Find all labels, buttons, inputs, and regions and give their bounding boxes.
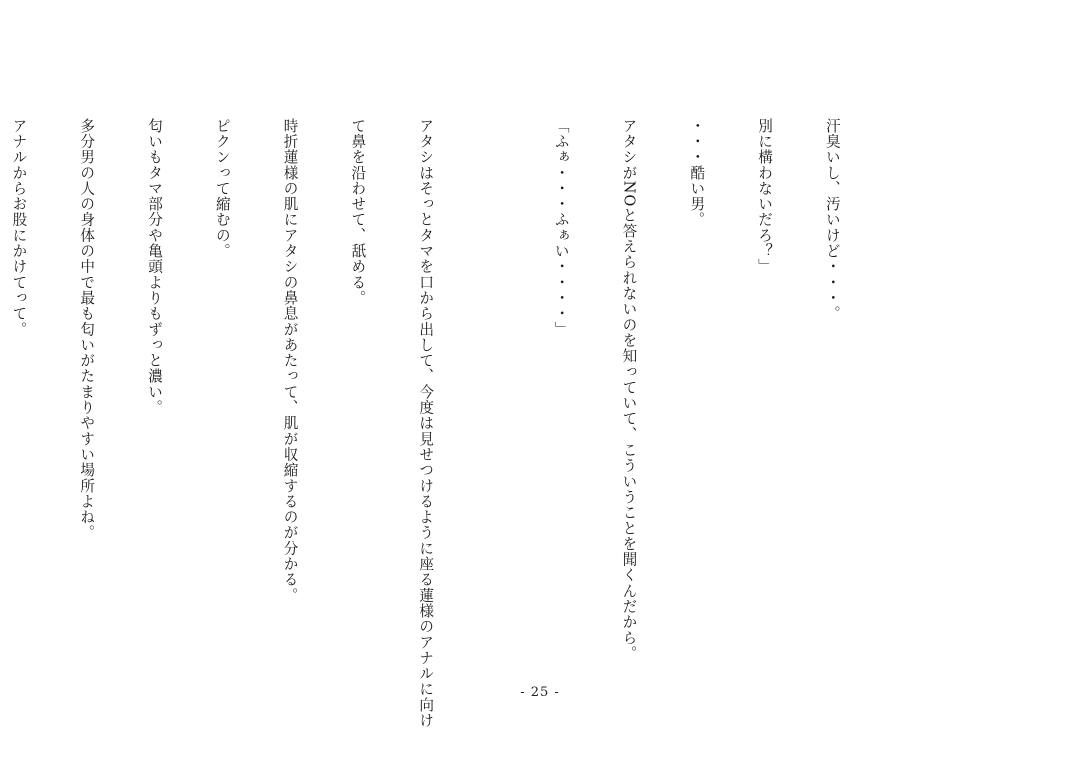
text-line: て鼻を沿わせて、舐める。: [349, 118, 367, 306]
blank-line: [481, 118, 504, 678]
text-line: 多分男の人の身体の中で最も匂いがたまりやすい場所よね。: [78, 118, 96, 541]
text-line: アナルからお股にかけてって。: [10, 118, 28, 338]
text-line: 時折蓮様の肌にアタシの鼻息があたって、肌が収縮するのが分かる。: [281, 118, 299, 604]
text-line: 汗臭いし、汚いけど・・・。: [823, 118, 841, 322]
text-line: アタシがNOと答えられないのを知っていて、こういうことを聞くんだから。: [620, 118, 638, 662]
text-line: アタシはそっとタマを口から出して、今度は見せつけるように座る蓮様のアナルに向け: [417, 118, 435, 729]
text-line: ピクンって縮むの。: [213, 118, 231, 259]
text-line: 別に構わないだろ？」: [756, 118, 774, 275]
text-line: 匂いもタマ部分や亀頭よりもずっと濃い。: [146, 118, 163, 416]
page-number: - 25 -: [520, 685, 560, 700]
text-line: 「ふぁ・・・ふぁい・・・・」: [552, 118, 570, 338]
text-line: ・・・酷い男。: [688, 118, 706, 228]
